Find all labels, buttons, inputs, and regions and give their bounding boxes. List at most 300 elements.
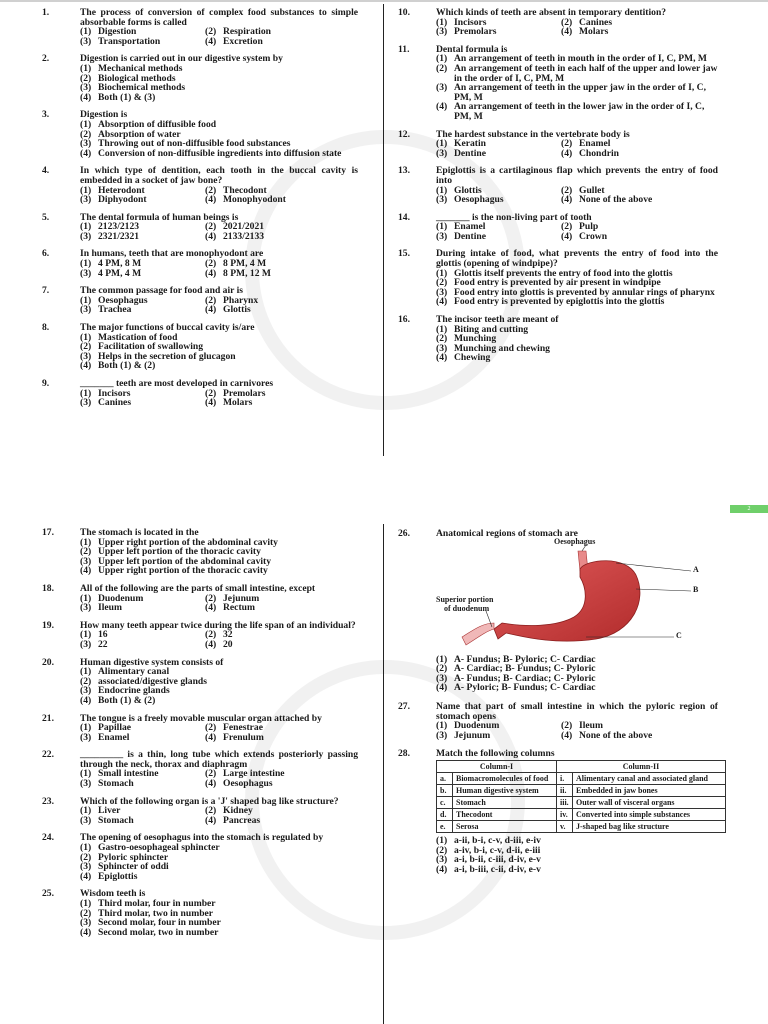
question-text: Wisdom teeth is [80,888,146,900]
option-number: (1) [80,118,92,130]
question-options [436,18,718,37]
question-number: 9. [42,378,50,389]
option-number: (3) [436,672,448,684]
option-number: (4) [436,296,448,308]
option-number: (3) [80,917,92,929]
option-number: (2) [205,184,217,196]
option-text: Molars [223,397,253,409]
question-options [80,27,358,46]
option-number: (4) [80,360,92,372]
option-number: (2) [561,16,573,28]
option-text: Both (1) & (2) [98,360,156,372]
answer-option [436,149,561,159]
stomach-diagram [436,536,736,651]
option-text: Endocrine glands [98,685,170,697]
column-2-item: J-shaped bag like structure [573,820,726,832]
option-number: (4) [80,870,92,882]
option-text: Papillae [98,722,132,734]
option-number: (4) [80,926,92,938]
option-number: (4) [205,814,217,826]
option-number: (3) [80,230,92,242]
option-number: (3) [436,147,448,159]
question-options [80,259,358,278]
question-item [398,249,718,307]
option-text: Premolars [223,387,266,399]
column-divider [383,4,384,456]
option-number: (1) [80,898,92,909]
question-number: 21. [42,712,54,724]
option-text: 20 [223,638,233,650]
question-text: The dental formula of human beings is [80,211,239,223]
option-number: (3) [80,602,92,614]
column-1-item: Thecodont [453,808,557,820]
column-2-item: Embedded in jaw bones [573,784,726,796]
question-number: 10. [398,7,410,18]
option-text: A- Pyloric; B- Fundus; C- Cardiac [454,682,596,694]
match-table-row [437,772,726,784]
question-options [436,325,718,363]
option-number: (1) [436,53,448,65]
question-number: 8. [42,322,50,334]
question-number: 12. [398,128,410,140]
option-number: (2) [80,546,92,558]
option-text: Epiglottis [98,870,138,882]
answer-option [80,733,205,743]
question-text: _______ is the non-living part of tooth [436,211,592,223]
option-text: Enamel [454,221,486,233]
question-item [398,45,718,122]
option-text: 2133/2133 [223,230,265,242]
option-text: Chewing [454,352,491,364]
question-item [42,286,358,315]
question-options [80,389,358,408]
question-item [42,249,358,278]
question-number: 17. [42,527,54,538]
option-number: (4) [205,267,217,279]
question-text: Which of the following organ is a 'J' shaped bag like structure? [80,795,339,807]
option-number: (2) [80,675,92,687]
option-number: (2) [436,62,448,74]
option-text: Oesophagus [223,778,273,790]
option-number: (2) [205,629,217,641]
option-text: Pulp [579,221,599,233]
option-number: (2) [80,907,92,919]
answer-option [205,640,358,650]
question-options [436,269,718,307]
option-number: (2) [205,258,217,270]
option-text: Frenulum [223,731,264,743]
column-left [42,0,358,408]
question-options [436,186,718,205]
question-options [436,222,718,241]
option-text: Jejunum [454,729,491,741]
answer-option [80,872,358,882]
option-number: (3) [436,729,448,741]
option-number: (1) [80,26,92,38]
question-text: During intake of food, what prevents the entry of food into the glottis (opening of windpipe)? [436,248,718,270]
option-text: 2321/2321 [98,230,140,242]
row-numeral: v. [557,820,573,832]
question-number: 6. [42,248,50,260]
option-text: Gullet [579,184,605,196]
option-text: Glottis [454,184,482,196]
answer-option [436,683,718,693]
option-text: Jejunum [223,592,260,604]
option-number: (1) [436,184,448,196]
column-left [42,520,358,937]
option-text: associated/digestive glands [98,675,208,687]
question-number: 26. [398,528,410,539]
label-duodenum-line1: Superior portion [436,594,494,604]
column-2-header: Column-II [557,760,726,772]
option-text: Rectum [223,602,255,614]
option-number: (2) [205,387,217,399]
option-text: Biochemical methods [98,82,186,94]
option-number: (1) [436,16,448,28]
question-text: The tongue is a freely movable muscular organ attached by [80,712,322,724]
option-text: 2021/2021 [223,221,265,233]
option-text: Diphyodont [98,194,147,206]
column-1-item: Human digestive system [453,784,557,796]
question-item [42,797,358,826]
option-text: Excretion [223,35,263,47]
question-text: Digestion is carried out in our digestive system by [80,53,283,65]
option-number: (1) [436,138,448,150]
question-options [80,296,358,315]
option-number: (4) [205,778,217,790]
option-number: (4) [80,147,92,159]
row-numeral: iii. [557,796,573,808]
option-number: (1) [80,592,92,604]
answer-option [80,816,205,826]
option-text: Upper right portion of the thoracic cavity [98,565,268,577]
question-item [42,833,358,881]
question-item [398,166,718,204]
option-number: (2) [436,277,448,289]
question-options [80,333,358,371]
option-number: (4) [205,602,217,614]
option-text: Upper left portion of the thoracic cavity [98,546,261,558]
option-text: Oesophagus [98,294,148,306]
option-number: (2) [205,592,217,604]
match-table [436,760,726,833]
question-item [42,110,358,158]
question-options [436,655,718,693]
option-number: (3) [80,555,92,567]
answer-option [80,232,205,242]
option-number: (4) [561,194,573,206]
question-text: Match the following columns [436,748,555,760]
option-number: (1) [80,666,92,678]
question-27 [398,702,718,740]
answer-option [561,232,718,242]
question-number: 19. [42,619,54,631]
option-text: Enamel [98,731,130,743]
answer-option [80,305,205,315]
option-text: a-i, b-ii, c-iii, d-iv, e-v [454,854,541,866]
option-number: (4) [205,194,217,206]
option-text: Food entry into glottis is prevented by annular rings of pharynx [454,286,715,298]
option-number: (2) [561,138,573,150]
row-numeral: iv. [557,808,573,820]
question-options [80,899,358,937]
question-options [80,769,358,788]
question-options [80,64,358,102]
option-number: (1) [436,653,448,665]
match-table-header [437,760,726,772]
answer-option [205,398,358,408]
question-text: The major functions of buccal cavity is/are [80,322,255,334]
question-options [80,843,358,881]
option-number: (1) [436,221,448,233]
option-text: None of the above [579,729,653,741]
question-text: Dental formula is [436,43,508,55]
row-letter: c. [437,796,453,808]
label-duodenum-line2: of duodenum [444,604,490,614]
option-number: (2) [436,333,448,345]
option-text: Dentine [454,230,486,242]
question-text: The hardest substance in the vertebrate body is [436,128,630,140]
option-text: Duodenum [98,592,144,604]
option-number: (4) [561,26,573,38]
label-a: A [693,564,699,574]
option-text: Heterodont [98,184,145,196]
option-number: (2) [205,294,217,306]
question-item [398,8,718,37]
option-number: (4) [436,101,448,113]
answer-option [436,297,718,307]
option-number: (4) [436,352,448,364]
option-text: Alimentary canal [98,666,170,678]
match-table-row [437,808,726,820]
label-b: B [693,584,699,594]
option-text: a-i, b-iii, c-ii, d-iv, e-v [454,863,541,875]
option-number: (2) [80,72,92,84]
option-number: (4) [205,638,217,650]
question-number: 25. [42,888,54,900]
option-text: Munching and chewing [454,342,550,354]
option-number: (4) [80,565,92,577]
answer-option [436,865,718,875]
question-number: 22. [42,749,54,761]
match-table-row [437,796,726,808]
option-text: Biological methods [98,72,176,84]
option-text: 16 [98,629,108,641]
question-options [80,630,358,649]
question-text: In humans, teeth that are monophyodont are [80,248,264,260]
row-letter: b. [437,784,453,796]
question-options [436,139,718,158]
option-number: (1) [436,720,448,732]
answer-option [436,83,718,102]
answer-option [436,102,718,121]
option-number: (3) [80,304,92,316]
option-number: (4) [80,91,92,103]
option-text: Pancreas [223,814,261,826]
question-28 [398,749,718,874]
option-number: (2) [205,26,217,38]
question-item [42,658,358,706]
option-text: Monophyodont [223,194,286,206]
option-text: 4 PM, 4 M [98,267,142,279]
option-number: (3) [80,638,92,650]
answer-option [436,353,718,363]
option-text: Both (1) & (3) [98,91,156,103]
option-number: (2) [205,805,217,817]
question-options [80,723,358,742]
option-number: (2) [80,128,92,140]
answer-option [205,37,358,47]
option-text: Incisors [454,16,487,28]
option-number: (4) [205,230,217,242]
answer-option [205,733,358,743]
question-number: 27. [398,700,410,712]
option-number: (2) [561,720,573,732]
option-text: Facilitation of swallowing [98,341,203,353]
question-options [436,721,718,740]
option-number: (4) [561,147,573,159]
option-text: Crown [579,230,608,242]
question-text: The stomach is located in the [80,527,199,538]
question-number: 15. [398,248,410,260]
option-text: 8 PM, 12 M [223,267,271,279]
option-text: Canines [579,16,613,28]
question-options [80,222,358,241]
option-number: (2) [561,184,573,196]
option-text: Kidney [223,805,253,817]
column-divider [383,524,384,1024]
answer-option [561,27,718,37]
option-number: (4) [205,731,217,743]
option-text: Helps in the secretion of glucagon [98,350,236,362]
option-text: A- Fundus; B- Cardiac; C- Pyloric [454,672,596,684]
option-text: Gastro-oesophageal sphincter [98,842,220,854]
option-text: Sphincter of oddi [98,861,169,873]
question-number: 2. [42,53,50,65]
question-item [398,130,718,159]
answer-option [436,731,561,741]
question-number: 13. [398,165,410,177]
option-number: (3) [80,778,92,790]
column-1-item: Biomacromolecules of food [453,772,557,784]
question-number: 11. [398,43,410,55]
question-text: All of the following are the parts of small intestine, except [80,582,316,594]
option-text: Trachea [98,304,132,316]
option-number: (2) [205,221,217,233]
option-text: Food entry is prevented by air present in windpipe [454,277,661,289]
option-text: Small intestine [98,768,159,780]
question-item [42,621,358,650]
option-number: (4) [205,397,217,409]
option-number: (4) [561,729,573,741]
option-number: (3) [436,82,448,94]
option-text: Glottis [223,304,251,316]
option-number: (1) [80,294,92,306]
question-number: 23. [42,795,54,807]
question-number: 24. [42,832,54,844]
answer-option [561,195,718,205]
option-text: An arrangement of teeth in each half of the upper and lower jaw in the order of I, C, PM, M [454,62,718,84]
option-text: A- Cardiac; B- Fundus; C- Pyloric [454,663,596,675]
option-text: An arrangement of teeth in the upper jaw in the order of I, C, PM, M [454,82,706,103]
answer-option [80,603,205,613]
answer-option [80,149,358,159]
answer-option [436,64,718,83]
option-text: Duodenum [454,720,500,732]
option-number: (2) [436,844,448,856]
option-text: Thecodont [223,184,267,196]
option-number: (3) [80,685,92,697]
answer-option [205,816,358,826]
question-options [436,836,718,874]
question-number: 3. [42,109,50,121]
option-number: (2) [205,768,217,780]
option-number: (1) [80,184,92,196]
option-number: (4) [205,304,217,316]
match-table-body [437,772,726,832]
option-text: Premolars [454,26,497,38]
option-number: (4) [436,682,448,694]
answer-option [436,232,561,242]
option-text: Third molar, two in number [98,907,214,919]
option-number: (1) [80,536,92,548]
option-text: Munching [454,333,497,345]
answer-option [80,779,205,789]
option-number: (1) [436,323,448,335]
option-number: (2) [80,851,92,863]
answer-option [80,566,358,576]
option-text: Keratin [454,138,486,150]
option-text: Incisors [98,387,131,399]
column-1-item: Serosa [453,820,557,832]
option-text: 2123/2123 [98,221,140,233]
question-number: 1. [42,7,50,18]
answer-option [205,779,358,789]
option-text: Molars [579,26,609,38]
question-number: 20. [42,656,54,668]
question-text: In which type of dentition, each tooth in the buccal cavity is embedded in a socket of jaw bone? [80,165,358,186]
question-text: Anatomical regions of stomach are [436,528,578,539]
row-numeral: i. [557,772,573,784]
question-number: 16. [398,314,410,326]
column-2-item: Alimentary canal and associated gland [573,772,726,784]
question-options [436,54,718,121]
question-number: 5. [42,211,50,223]
option-text: Upper left portion of the abdominal cavity [98,555,272,567]
option-number: (2) [436,663,448,675]
option-text: Ileum [98,602,122,614]
question-options [80,538,358,576]
option-text: Stomach [98,778,134,790]
option-number: (3) [80,731,92,743]
option-text: Dentine [454,147,486,159]
question-options [80,120,358,158]
row-letter: d. [437,808,453,820]
question-text: The process of conversion of complex food substances to simple absorbable forms is called [80,7,358,28]
option-number: (3) [80,194,92,206]
option-text: Absorption of diffusible food [98,118,217,130]
option-text: 4 PM, 8 M [98,258,142,270]
option-number: (1) [436,834,448,846]
option-number: (3) [80,397,92,409]
option-text: Digestion [98,26,137,38]
option-text: An arrangement of teeth in the lower jaw in the order of I, C, PM, M [454,101,705,122]
option-number: (1) [80,258,92,270]
column-1-header: Column-I [437,760,557,772]
page-tab-marker [730,505,768,513]
answer-option [205,195,358,205]
answer-option [436,27,561,37]
